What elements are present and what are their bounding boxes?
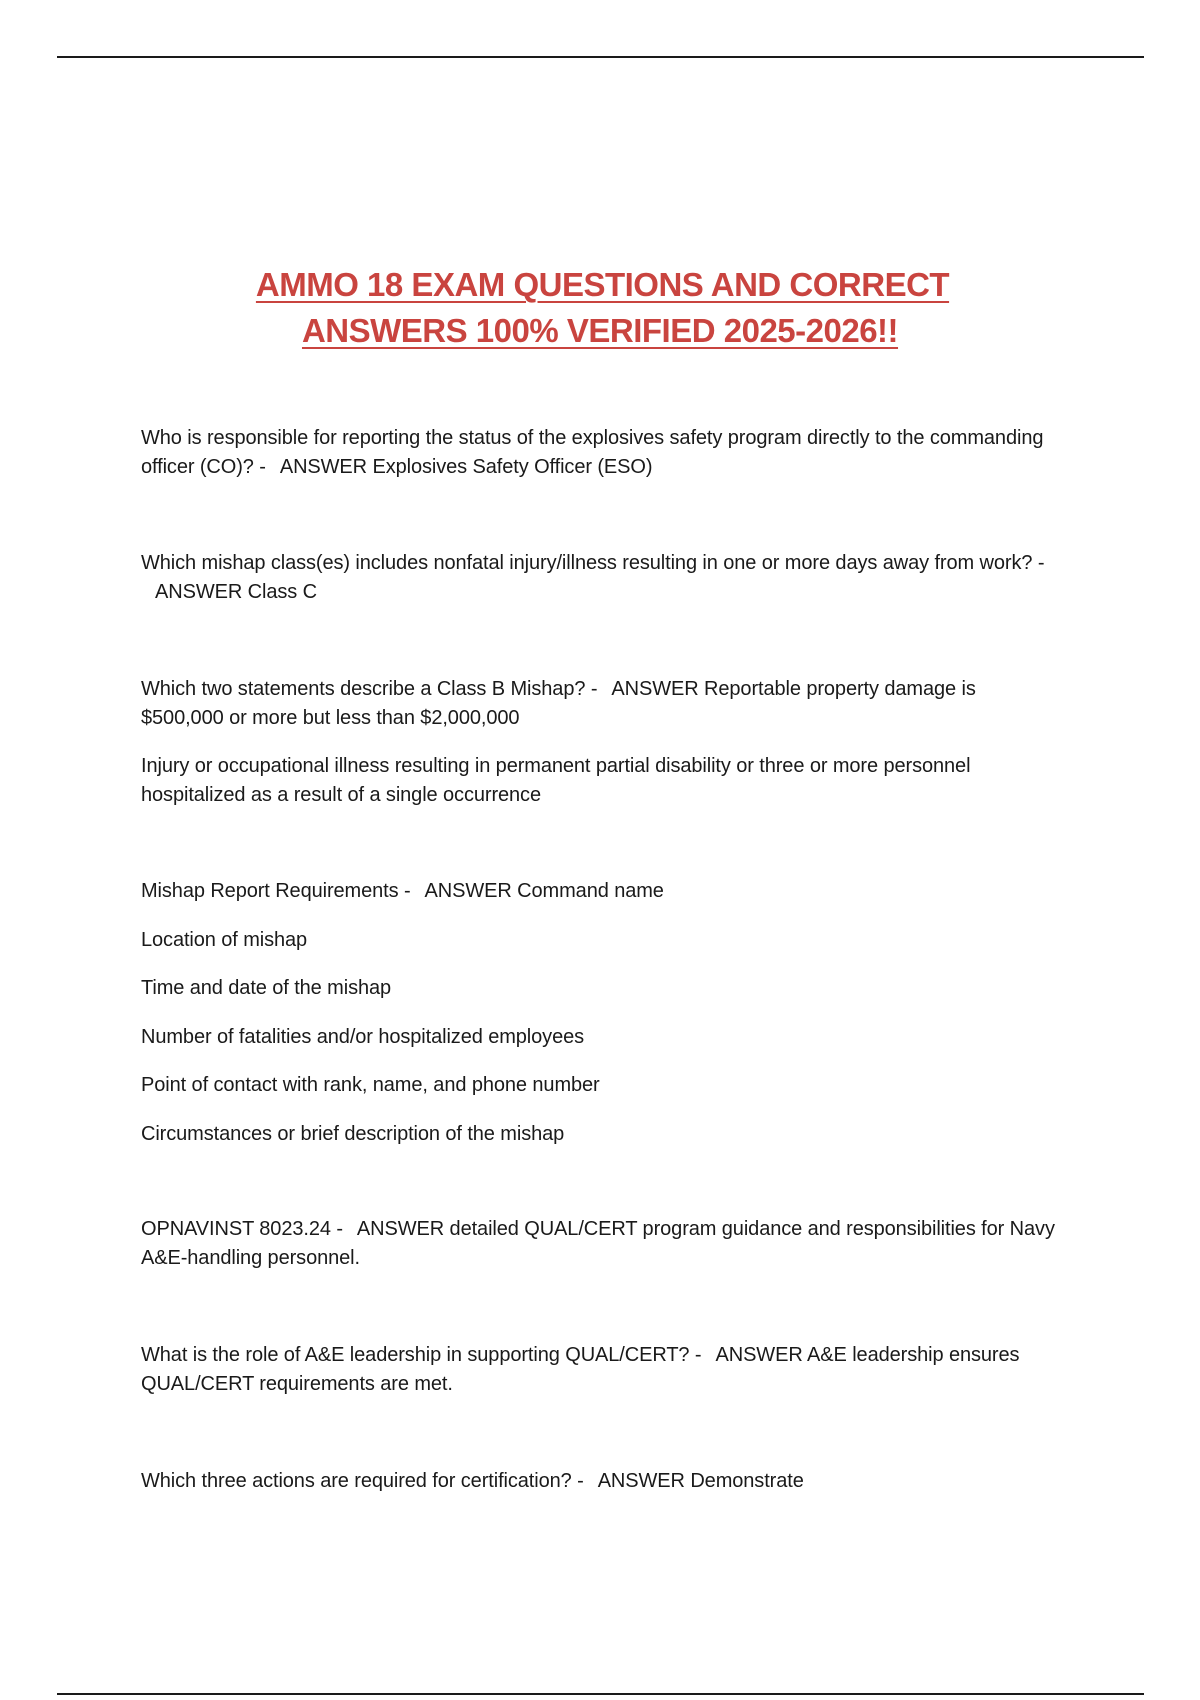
qa-question-paragraph xyxy=(141,1341,1061,1399)
question-text: Which three actions are required for certification? - xyxy=(141,1470,584,1492)
qa-item-4 xyxy=(141,877,1061,1168)
question-text: OPNAVINST 8023.24 - xyxy=(141,1218,343,1240)
answer-continuation: Injury or occupational illness resulting in permanent partial disability or three or more personnel hospitalized as a result of a single occurrence xyxy=(141,755,971,806)
document-title xyxy=(0,262,1200,354)
title-line-2: ANSWERS 100% VERIFIED 2025-2026!! xyxy=(301,312,899,349)
top-rule xyxy=(57,56,1144,58)
answer-text: ANSWER Explosives Safety Officer (ESO) xyxy=(279,456,653,478)
qa-item-6 xyxy=(141,1341,1061,1418)
qa-item-3 xyxy=(141,675,1061,829)
title-line-1: AMMO 18 EXAM QUESTIONS AND CORRECT xyxy=(255,266,950,303)
answer-text: ANSWER A&E leadership ensures QUAL/CERT requirements are met. xyxy=(141,1344,1020,1395)
question-text: What is the role of A&E leadership in supporting QUAL/CERT? - xyxy=(141,1344,702,1366)
qa-question-paragraph xyxy=(141,1467,1061,1496)
answer-text: ANSWER Command name xyxy=(424,880,664,902)
answer-text: ANSWER detailed QUAL/CERT program guidance and responsibilities for Navy A&E-handling personnel. xyxy=(141,1218,1055,1269)
question-text: Mishap Report Requirements - xyxy=(141,880,411,902)
answer-text: ANSWER Demonstrate xyxy=(597,1470,804,1492)
qa-question-paragraph xyxy=(141,549,1061,607)
qa-question-paragraph xyxy=(141,877,1061,906)
qa-question-paragraph xyxy=(141,1215,1061,1273)
question-text: Which two statements describe a Class B Mishap? - xyxy=(141,678,598,700)
answer-continuation: Circumstances or brief description of the mishap xyxy=(141,1122,565,1145)
question-text: Who is responsible for reporting the status of the explosives safety program directly to the commanding officer (CO)? - xyxy=(141,427,1044,478)
answer-continuation: Number of fatalities and/or hospitalized employees xyxy=(141,1025,585,1048)
qa-item-2 xyxy=(141,549,1061,626)
qa-item-7 xyxy=(141,1467,1061,1515)
question-text: Which mishap class(es) includes nonfatal injury/illness resulting in one or more days away from work? - xyxy=(141,552,1045,574)
answer-continuation: Time and date of the mishap xyxy=(141,977,392,999)
qa-question-paragraph xyxy=(141,424,1061,482)
qa-question-paragraph xyxy=(141,675,1061,733)
qa-item-1 xyxy=(141,424,1061,501)
answer-text: ANSWER Reportable property damage is $500,000 or more but less than $2,000,000 xyxy=(141,678,976,729)
bottom-rule xyxy=(57,1693,1144,1695)
qa-item-5 xyxy=(141,1215,1061,1292)
answer-continuation: Location of mishap xyxy=(141,928,308,951)
answer-continuation: Point of contact with rank, name, and phone number xyxy=(141,1074,600,1096)
answer-text: ANSWER Class C xyxy=(155,581,317,603)
